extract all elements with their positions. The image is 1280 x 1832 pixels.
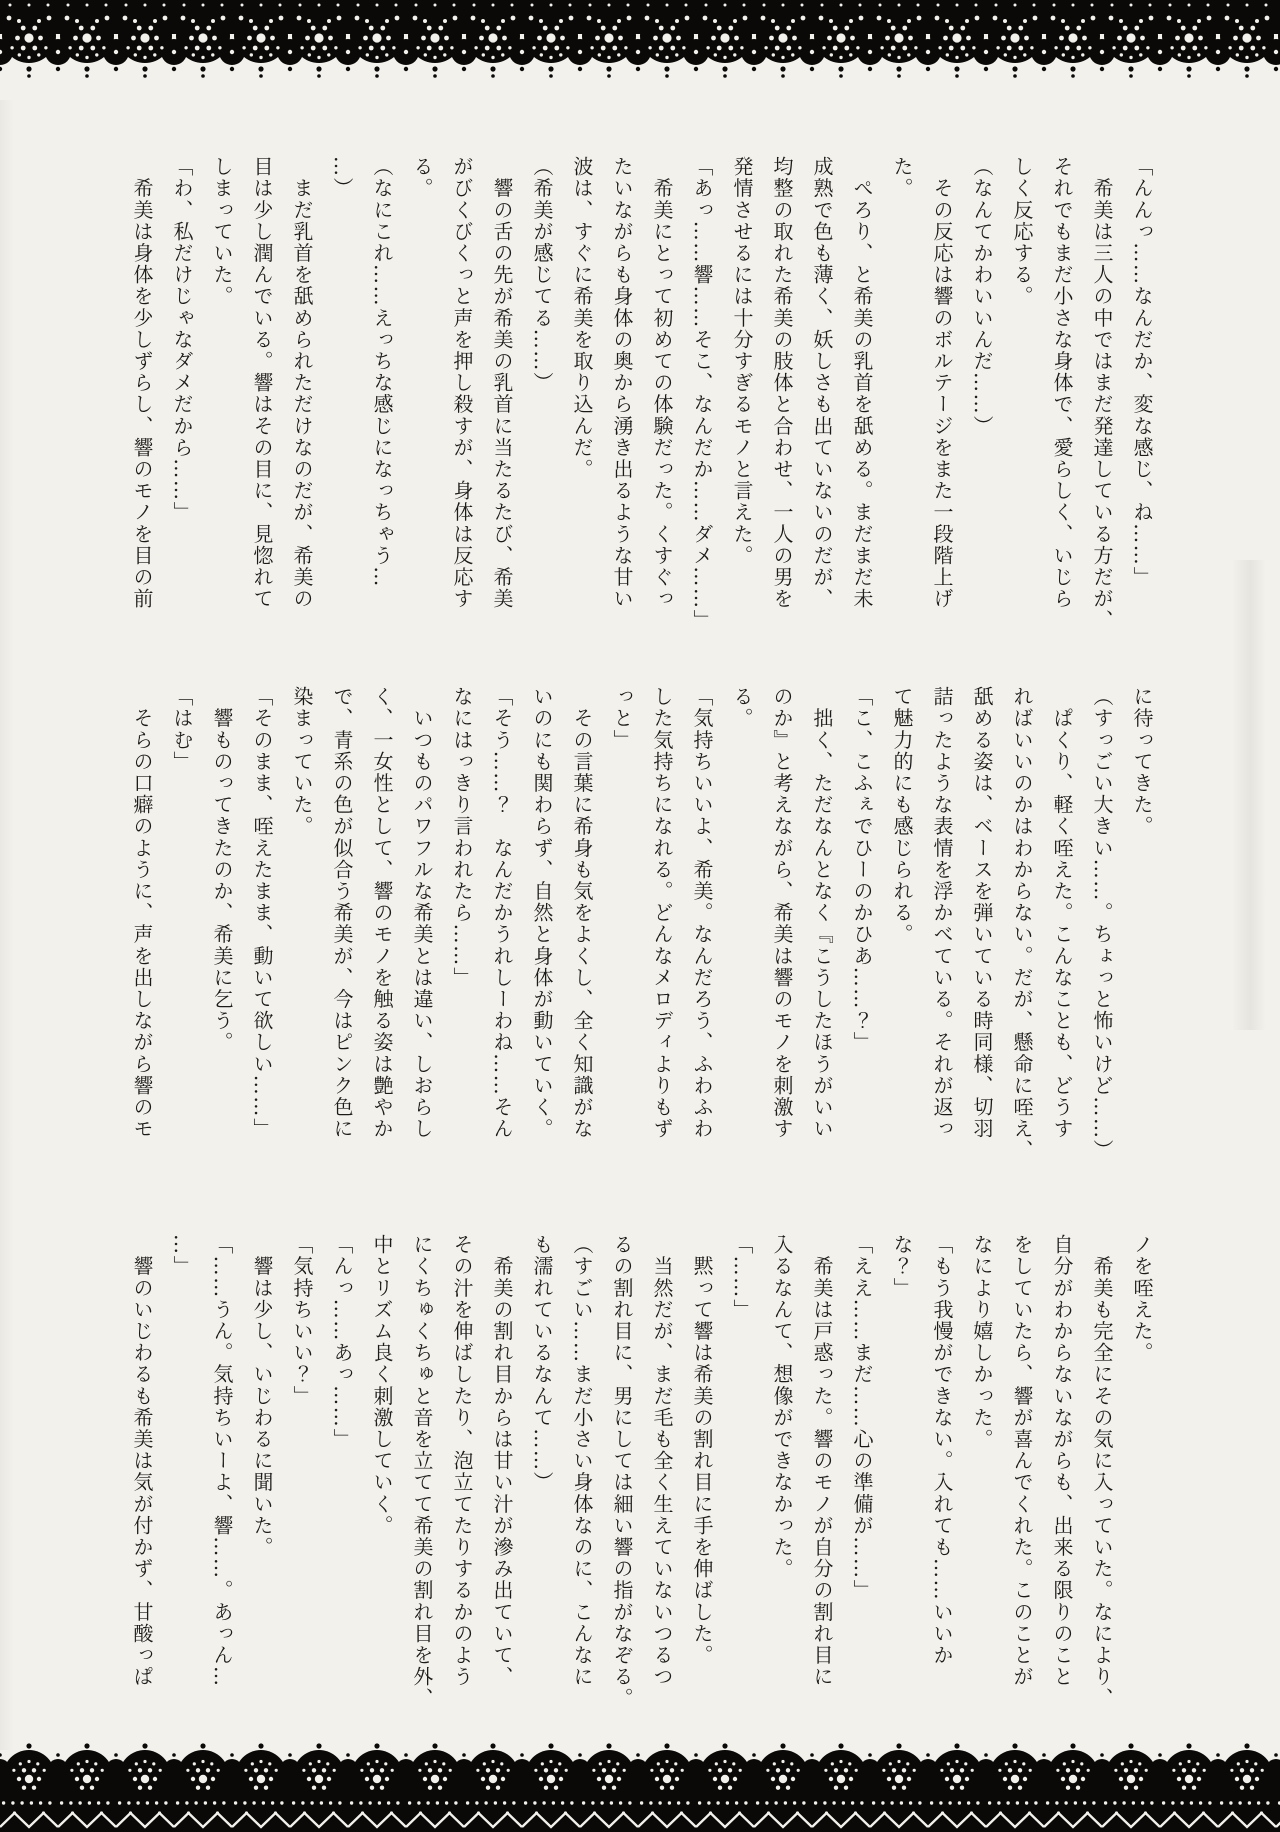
text-line: ノを咥えた。	[1130, 1234, 1154, 1364]
lace-border-top-pattern	[0, 0, 1280, 102]
text-line: （なにこれ……えっちな感じになっちゃう…	[370, 156, 394, 588]
text-line: なにより嬉しかった。	[970, 1234, 994, 1450]
text-line: 「はむ」	[170, 686, 194, 773]
text-line: 「あっ……響……そこ、なんだか……ダメ……」	[690, 156, 714, 632]
text-line: たいながらも身体の奥から湧き出るような甘い	[610, 156, 634, 610]
text-line: 希美は身体を少しずらし、響のモノを目の前	[130, 156, 154, 610]
text-line: にくちゅくちゅと音を立てて希美の割れ目を外、	[410, 1234, 434, 1710]
text-line: その言葉に希身も気をよくし、全く知識がな	[570, 686, 594, 1140]
lace-border-bottom	[0, 1743, 1280, 1832]
text-line: 「……うん。気持ちいーよ、響……。あっん…	[210, 1234, 234, 1688]
text-line: 舐める姿は、ベースを弾いている時同様、切羽	[970, 686, 994, 1140]
paragraph-block-top	[122, 156, 1162, 671]
text-line: 希美にとって初めての体験だった。くすぐっ	[650, 156, 674, 610]
text-line: ぱくり、軽く咥えた。こんなことも、どうす	[1050, 686, 1074, 1140]
text-line: それでもまだ小さな身体で、愛らしく、いじら	[1050, 156, 1074, 610]
lace-border-bottom-pattern	[0, 1743, 1280, 1832]
text-line: 「……」	[730, 1234, 754, 1321]
text-line: （希美が感じてる……）	[530, 156, 554, 394]
text-line: …）	[330, 156, 354, 200]
text-line: く、一女性として、響のモノを触る姿は艶やか	[370, 686, 394, 1140]
scan-artifact-edge	[0, 100, 14, 1750]
text-line: 成熟で色も薄く、妖しさも出ていないのだが、	[810, 156, 834, 610]
text-line: 中とリズム良く刺激していく。	[370, 1234, 394, 1537]
text-line: のか』と考えながら、希美は響のモノを刺激す	[770, 686, 794, 1140]
text-line: した気持ちになれる。どんなメロディよりもず	[650, 686, 674, 1140]
text-line: ればいいのかはわからない。だが、懸命に咥え、	[1010, 686, 1034, 1162]
text-line: ぺろり、と希美の乳首を舐める。まだまだ未	[850, 156, 874, 610]
text-line: 拙く、ただなんとなく『こうしたほうがいい	[810, 686, 834, 1140]
text-line: 自分がわからないながらも、出来る限りのこと	[1050, 1234, 1074, 1688]
text-line: 目は少し潤んでいる。響はその目に、見惚れて	[250, 156, 274, 610]
text-line: 希美は三人の中ではまだ発達している方だが、	[1090, 156, 1114, 632]
lace-border-top	[0, 0, 1280, 102]
text-line: （なんてかわいいんだ……）	[970, 156, 994, 437]
text-line: 響のいじわるも希美は気が付かず、甘酸っぱ	[130, 1234, 154, 1688]
text-line: 「そのまま、咥えたまま、動いて欲しい……」	[250, 686, 274, 1140]
text-line: る。	[410, 156, 434, 200]
text-line: 染まっていた。	[290, 686, 314, 838]
text-line: 響は少し、いじわるに聞いた。	[250, 1234, 274, 1558]
text-line: っと」	[610, 686, 634, 751]
text-line: （すっごい大きい……。ちょっと怖いけど……）	[1090, 686, 1114, 1162]
text-line: な？」	[890, 1234, 914, 1299]
paragraph-block-middle	[122, 686, 1162, 1201]
text-line: るの割れ目に、男にしては細い響の指がなぞる。	[610, 1234, 634, 1710]
text-line: 「もう我慢ができない。入れても……いいか	[930, 1234, 954, 1666]
text-line: 当然だが、まだ毛も全く生えていないつるつ	[650, 1234, 674, 1688]
text-line: 「ええ……まだ……心の準備が……」	[850, 1234, 874, 1602]
text-line: 「こ、こふぇでひーのかひあ……？」	[850, 686, 874, 1054]
text-line: る。	[730, 686, 754, 730]
text-line: に待ってきた。	[1130, 686, 1154, 838]
text-line: しく反応する。	[1010, 156, 1034, 308]
text-line: 響の舌の先が希美の乳首に当たるたび、希美	[490, 156, 514, 610]
paragraph-block-bottom	[122, 1234, 1162, 1749]
text-line: 均整の取れた希美の肢体と合わせ、一人の男を	[770, 156, 794, 610]
text-line: 「気持ちいいよ、希美。なんだろう、ふわふわ	[690, 686, 714, 1140]
text-line: がびくびくっと声を押し殺すが、身体は反応す	[450, 156, 474, 610]
text-line: 希美は戸惑った。響のモノが自分の割れ目に	[810, 1234, 834, 1688]
text-line: （すごい……まだ小さい身体なのに、こんなに	[570, 1234, 594, 1688]
text-line: 響ものってきたのか、希美に乞う。	[210, 686, 234, 1054]
text-line: で、青系の色が似合う希美が、今はピンク色に	[330, 686, 354, 1140]
text-line: 希美も完全にその気に入っていた。なにより、	[1090, 1234, 1114, 1710]
text-line: 発情させるには十分すぎるモノと言えた。	[730, 156, 754, 567]
text-line: 詰ったような表情を浮かべている。それが返っ	[930, 686, 954, 1140]
text-line: 「わ、私だけじゃなダメだから……」	[170, 156, 194, 524]
text-line: て魅力的にも感じられる。	[890, 686, 914, 946]
text-line: た。	[890, 156, 914, 200]
text-line: そらの口癖のように、声を出しながら響のモ	[130, 686, 154, 1140]
text-line: その汁を伸ばしたり、泡立てたりするかのよう	[450, 1234, 474, 1688]
text-line: 黙って響は希美の割れ目に手を伸ばした。	[690, 1234, 714, 1666]
text-line: 入るなんて、想像ができなかった。	[770, 1234, 794, 1580]
text-line: 波は、すぐに希美を取り込んだ。	[570, 156, 594, 480]
scan-artifact-streak	[1232, 560, 1266, 1030]
text-line: 「んんっ……なんだか、変な感じ、ね……」	[1130, 156, 1154, 588]
text-line: いのにも関わらず、自然と身体が動いていく。	[530, 686, 554, 1140]
text-line: 希美の割れ目からは甘い汁が滲み出ていて、	[490, 1234, 514, 1688]
text-line: その反応は響のボルテージをまた一段階上げ	[930, 156, 954, 610]
text-line: 「んっ……あっ……」	[330, 1234, 354, 1450]
text-line: をしていたら、響が喜んでくれた。このことが	[1010, 1234, 1034, 1688]
text-line: なにはっきり言われたら……」	[450, 686, 474, 989]
text-line: しまっていた。	[210, 156, 234, 308]
text-line: いつものパワフルな希美とは違い、しおらし	[410, 686, 434, 1140]
text-line: …」	[170, 1234, 194, 1278]
text-line: まだ乳首を舐められただけなのだが、希美の	[290, 156, 314, 610]
text-line: も濡れているなんて……）	[530, 1234, 554, 1494]
text-line: 「気持ちいい？」	[290, 1234, 314, 1407]
text-line: 「そう……？ なんだかうれしーわね……そん	[490, 686, 514, 1140]
